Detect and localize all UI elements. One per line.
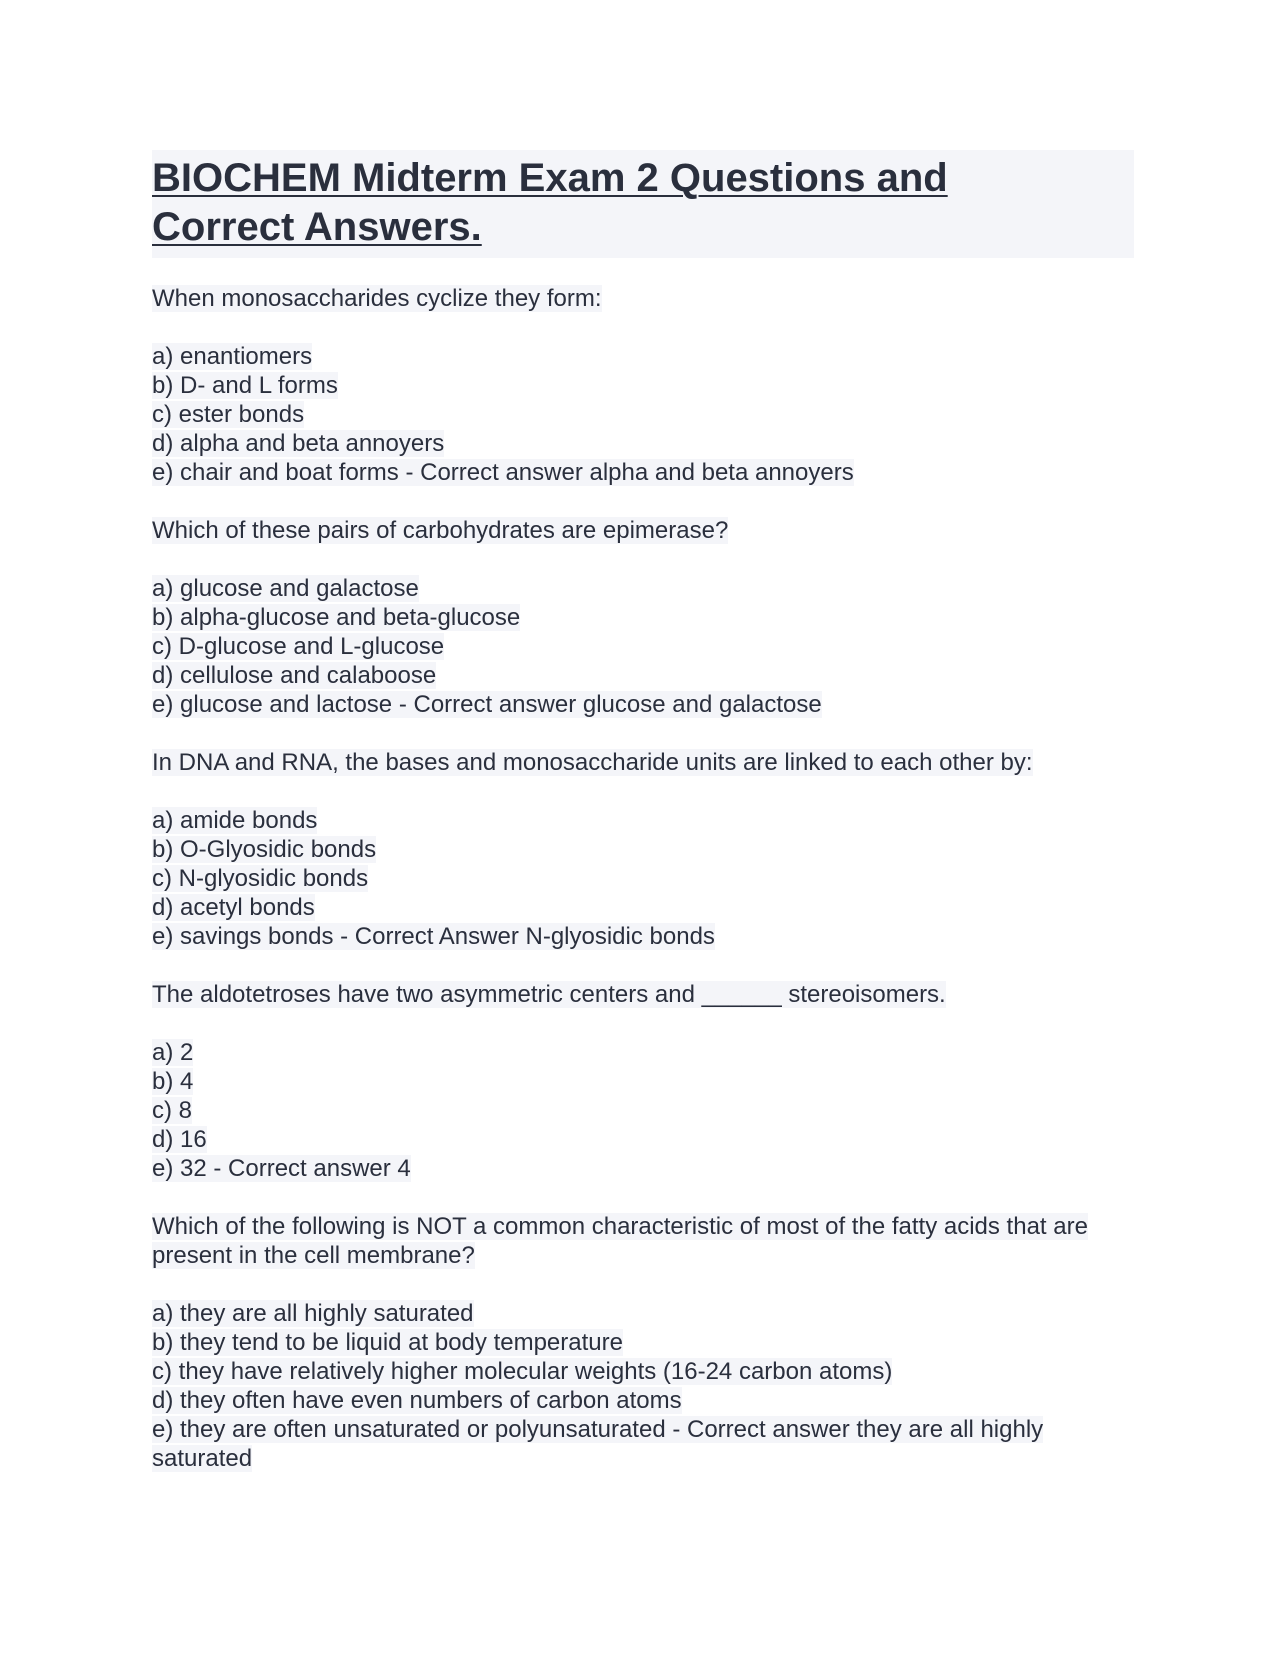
answer-option: b) D- and L forms [152, 372, 338, 399]
answer-option: c) 8 [152, 1097, 193, 1124]
answer-option: a) 2 [152, 1039, 194, 1066]
answer-option: d) 16 [152, 1126, 207, 1153]
answer-option: b) O-Glyosidic bonds [152, 836, 377, 863]
question-text: In DNA and RNA, the bases and monosaccharide units are linked to each other by: [152, 749, 1033, 776]
answer-option: d) alpha and beta annoyers [152, 430, 445, 457]
answer-option: c) D-glucose and L-glucose [152, 633, 445, 660]
answer-option: d) acetyl bonds [152, 894, 315, 921]
answer-option: a) enantiomers [152, 343, 313, 370]
answer-option: b) they tend to be liquid at body temperature [152, 1329, 623, 1356]
question-block [152, 980, 1134, 1183]
answer-option: e) chair and boat forms - Correct answer alpha and beta annoyers [152, 459, 854, 486]
question-text: Which of these pairs of carbohydrates are epimerase? [152, 517, 729, 544]
question-text: The aldotetroses have two asymmetric centers and ______ stereoisomers. [152, 981, 946, 1008]
answer-option: a) they are all highly saturated [152, 1300, 474, 1327]
answer-option: c) ester bonds [152, 401, 305, 428]
question-block [152, 748, 1134, 951]
answer-option: d) they often have even numbers of carbon atoms [152, 1387, 682, 1414]
question-text: Which of the following is NOT a common characteristic of most of the fatty acids that are present in the cell membrane? [152, 1213, 1088, 1269]
answer-option: e) 32 - Correct answer 4 [152, 1155, 411, 1182]
question-text: When monosaccharides cyclize they form: [152, 285, 602, 312]
title-line-2: Correct Answers. [152, 205, 482, 249]
answer-option: e) glucose and lactose - Correct answer glucose and galactose [152, 691, 822, 718]
answer-option: a) glucose and galactose [152, 575, 419, 602]
document-title [152, 150, 1134, 258]
answer-option: c) they have relatively higher molecular weights (16-24 carbon atoms) [152, 1358, 893, 1385]
question-block [152, 1212, 1134, 1473]
answer-option: a) amide bonds [152, 807, 318, 834]
title-line-1: BIOCHEM Midterm Exam 2 Questions and [152, 156, 948, 200]
answer-option: e) savings bonds - Correct Answer N-glyosidic bonds [152, 923, 715, 950]
answer-option: d) cellulose and calaboose [152, 662, 437, 689]
answer-option: c) N-glyosidic bonds [152, 865, 369, 892]
answer-option: b) alpha-glucose and beta-glucose [152, 604, 521, 631]
question-block [152, 516, 1134, 719]
question-block [152, 284, 1134, 487]
answer-option: e) they are often unsaturated or polyunsaturated - Correct answer they are all highly saturated [152, 1416, 1044, 1472]
answer-option: b) 4 [152, 1068, 194, 1095]
document-page [152, 150, 1134, 1502]
